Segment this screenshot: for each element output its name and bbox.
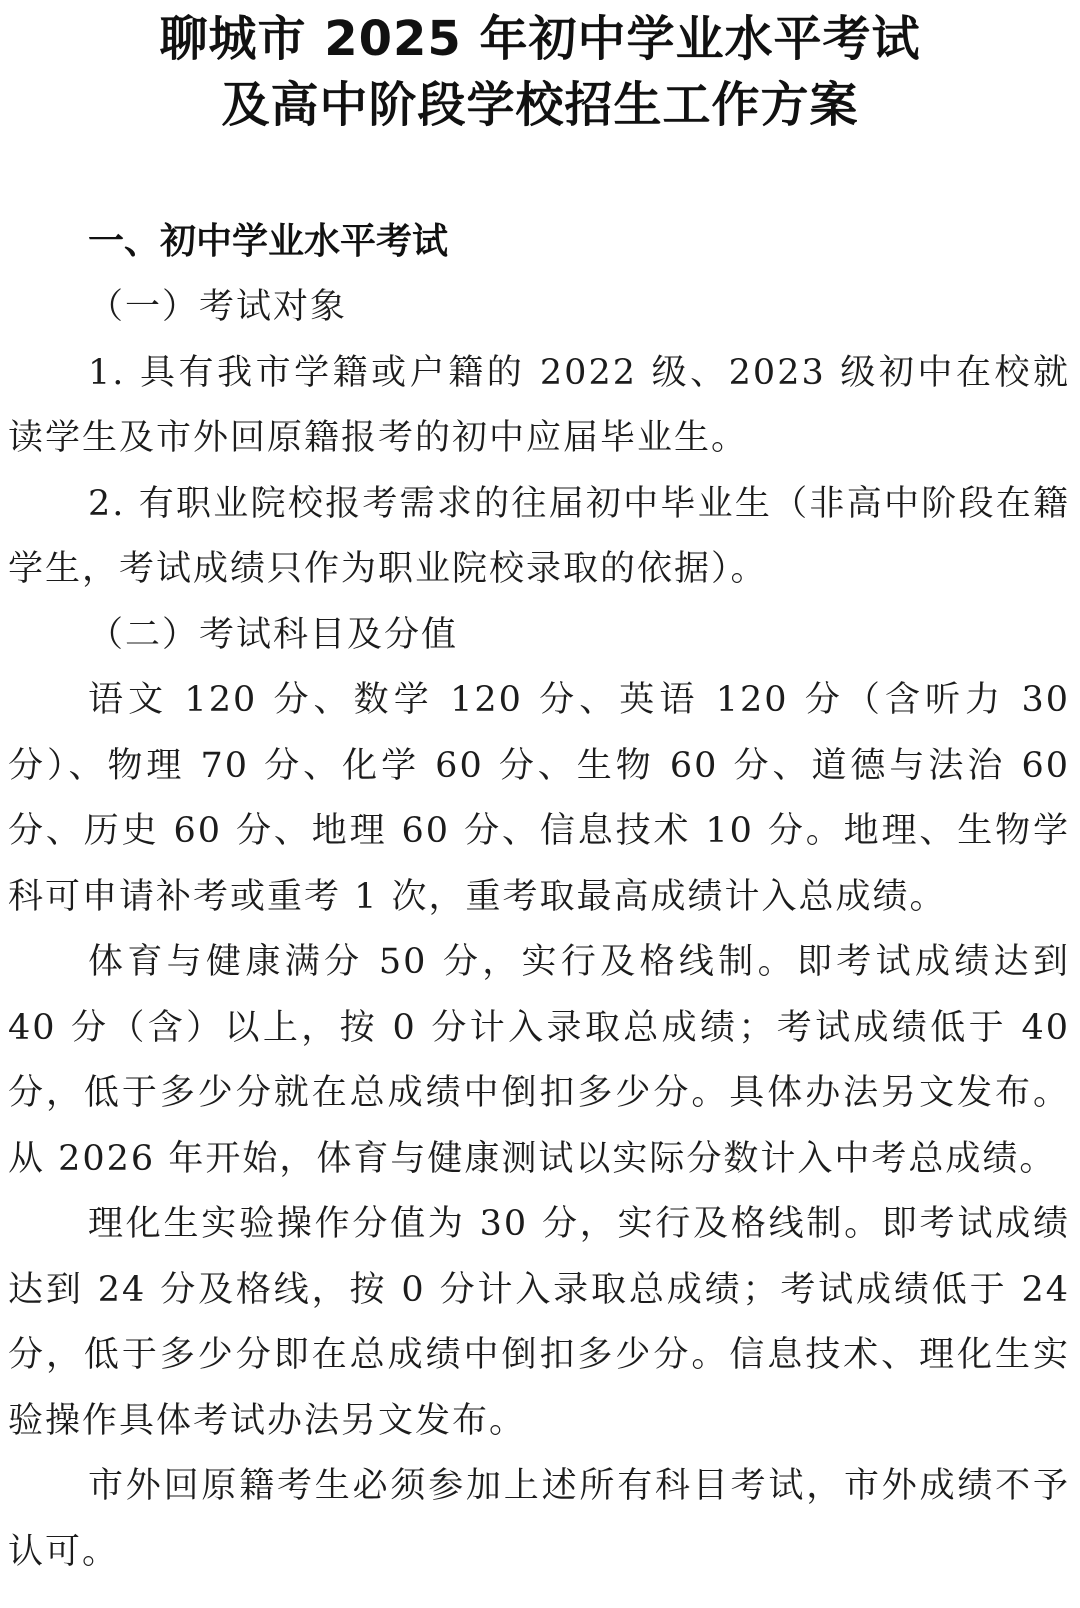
section-heading-1: 一、初中学业水平考试 — [88, 221, 449, 262]
paragraph-physical-education: 体育与健康满分 50 分，实行及格线制。即考试成绩达到 40 分（含）以上，按 0 分计入录取总成绩；考试成绩低于 40 分，低于多少分就在总成绩中倒扣多少分。具体办法另文发布。从 2026 年开始，体育与健康测试以实际分数计入中考总成绩。 — [8, 942, 1070, 1179]
subsection-heading-1: （一）考试对象 — [88, 287, 348, 327]
document-body — [8, 275, 1070, 1585]
paragraph-subjects-scores: 语文 120 分、数学 120 分、英语 120 分（含听力 30 分）、物理 70 分、化学 60 分、生物 60 分、道德与法治 60 分、历史 60 分、地理 60 分、信息技术 10 分。地理、生物学科可申请补考或重考 1 次，重考取最高成绩计入总成绩。 — [8, 680, 1070, 917]
paragraph-exam-target-2: 2. 有职业院校报考需求的往届初中毕业生（非高中阶段在籍学生，考试成绩只作为职业院校录取的依据）。 — [8, 483, 1070, 589]
paragraph-lab-operation: 理化生实验操作分值为 30 分，实行及格线制。即考试成绩达到 24 分及格线，按 0 分计入录取总成绩；考试成绩低于 24 分，低于多少分即在总成绩中倒扣多少分。信息技术、理化生实验操作具体考试办法另文发布。 — [8, 1204, 1070, 1441]
document-title-line-2: 及高中阶段学校招生工作方案 — [221, 77, 859, 133]
subsection-heading-2: （二）考试科目及分值 — [88, 614, 459, 655]
paragraph-exam-target-1: 1. 具有我市学籍或户籍的 2022 级、2023 级初中在校就读学生及市外回原籍报考的初中应届毕业生。 — [8, 352, 1070, 458]
document-title-line-1: 聊城市 2025 年初中学业水平考试 — [159, 11, 921, 67]
paragraph-out-of-city-students: 市外回原籍考生必须参加上述所有科目考试，市外成绩不予认可。 — [8, 1466, 1070, 1572]
